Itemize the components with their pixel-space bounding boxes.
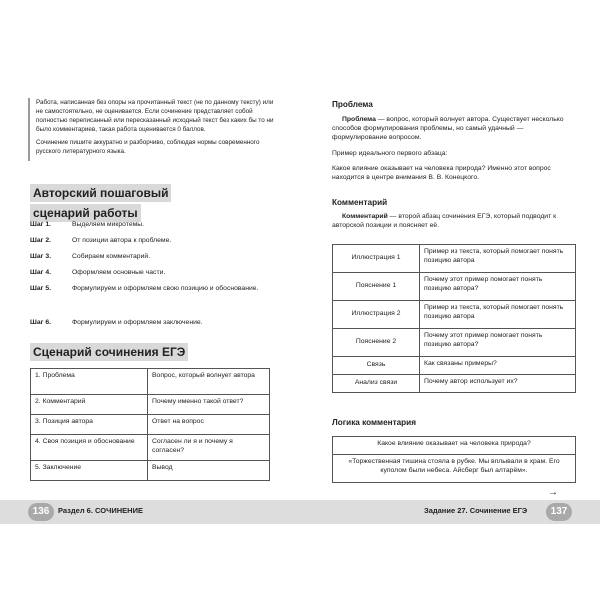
table-row [31,461,270,481]
table-row [333,357,576,375]
table-cell [31,369,148,395]
right-page-number: 137 [546,503,572,521]
step-text: Выделяем микротемы. [72,221,145,228]
row-description: Почему этот пример помогает понять позицию автора? [420,329,576,357]
intro-paragraph-2: Сочинение пишите аккуратно и разборчиво, соблюдая нормы современного русского литературного языка. [36,139,260,156]
row-description: Почему этот пример помогает понять позицию автора? [420,273,576,301]
arrow-right-icon: → [548,487,558,498]
table-row [333,455,576,483]
step-text: Формулируем и оформляем свою позицию и обоснование. [72,285,259,292]
row-label: Иллюстрация 1 [333,245,420,273]
row-description: Почему именно такой ответ? [148,395,270,415]
scenario-title-line2: сценарий работы [30,204,141,222]
row-label: Своя позиция и обоснование [42,438,135,445]
step-number: Шаг 4. [30,269,51,276]
row-number: 2. [35,398,41,405]
step-number: Шаг 1. [30,221,51,228]
table-row [31,435,270,461]
row-label: Комментарий [42,398,86,405]
row-description: Ответ на вопрос [148,415,270,435]
step-number: Шаг 2. [30,237,51,244]
table-row [31,369,270,395]
logic-heading: Логика комментария [332,418,416,427]
step-number: Шаг 6. [30,319,51,326]
table-cell [31,395,148,415]
row-description: Согласен ли я и почему я согласен? [148,435,270,461]
row-description: Как связаны примеры? [420,357,576,375]
row-description: Пример из текста, который помогает понять позицию автора [420,245,576,273]
row-label: Анализ связи [333,375,420,393]
row-number: 1. [35,372,41,379]
table-cell [31,435,148,461]
row-label: Пояснение 2 [333,329,420,357]
table-row [333,245,576,273]
ege-scenario-table [30,368,270,481]
ege-scenario-title: Сценарий сочинения ЕГЭ [30,343,188,361]
problem-heading: Проблема [332,100,373,109]
row-description: Вывод [148,461,270,481]
row-label: Пояснение 1 [333,273,420,301]
intro-note [28,98,276,161]
table-row [31,395,270,415]
step-text: Оформляем основные части. [72,269,166,276]
table-row [333,437,576,455]
problem-definition [332,115,576,142]
logic-quote: «Торжественная тишина стояла в рубке. Мы вплывали в храм. Его куполом были небеса. Айсберг был алтарём». [333,455,576,483]
table-row [31,415,270,435]
left-page-number: 136 [28,503,54,521]
comment-heading: Комментарий [332,198,388,207]
comment-text: — второй абзац сочинения ЕГЭ, который подводит к авторской позиции и поясняет её. [332,213,557,229]
row-label: Связь [333,357,420,375]
table-cell [31,415,148,435]
row-number: 5. [35,464,41,471]
left-footer-title: Раздел 6. СОЧИНЕНИЕ [58,506,143,515]
table-cell [31,461,148,481]
problem-example: Какое влияние оказывает на человека природа? Именно этот вопрос находится в центре внимания В. В. Конецкого. [332,165,551,181]
comment-table [332,244,576,393]
row-number: 4. [35,438,41,445]
row-label: Иллюстрация 2 [333,301,420,329]
logic-question: Какое влияние оказывает на человека природа? [333,437,576,455]
step-number: Шаг 3. [30,253,51,260]
table-row [333,329,576,357]
step-number: Шаг 5. [30,285,51,292]
row-number: 3. [35,418,41,425]
comment-term: Комментарий [342,213,388,220]
problem-example-label: Пример идеального первого абзаца: [332,150,448,157]
row-label: Проблема [42,372,75,379]
table-row [333,273,576,301]
row-description: Пример из текста, который помогает понять позицию автора [420,301,576,329]
row-description: Почему автор использует их? [420,375,576,393]
scenario-title-line1: Авторский пошаговый [30,184,171,202]
step-text: От позиции автора к проблеме. [72,237,172,244]
problem-text: — вопрос, который волнует автора. Существует несколько способов формулирования проблемы, но самый удачный — формулирование вопросом. [332,116,564,141]
table-row [333,375,576,393]
logic-table [332,436,576,483]
intro-paragraph-1: Работа, написанная без опоры на прочитанный текст (не по данному тексту) или не самостоятельно, не оценивается. Если сочинение представляет собой полностью переписанный или пересказанный исходный текст без каких бы то ни было комментариев, такая работа оценивается 0 баллов. [36,99,274,134]
row-label: Заключение [42,464,82,471]
right-footer-title: Задание 27. Сочинение ЕГЭ [424,506,528,515]
problem-term: Проблема [342,116,376,123]
step-text: Собираем комментарий. [72,253,151,260]
row-label: Позиция автора [42,418,93,425]
table-row [333,301,576,329]
step-text: Формулируем и оформляем заключение. [72,319,203,326]
comment-definition [332,212,576,230]
row-description: Вопрос, который волнует автора [148,369,270,395]
